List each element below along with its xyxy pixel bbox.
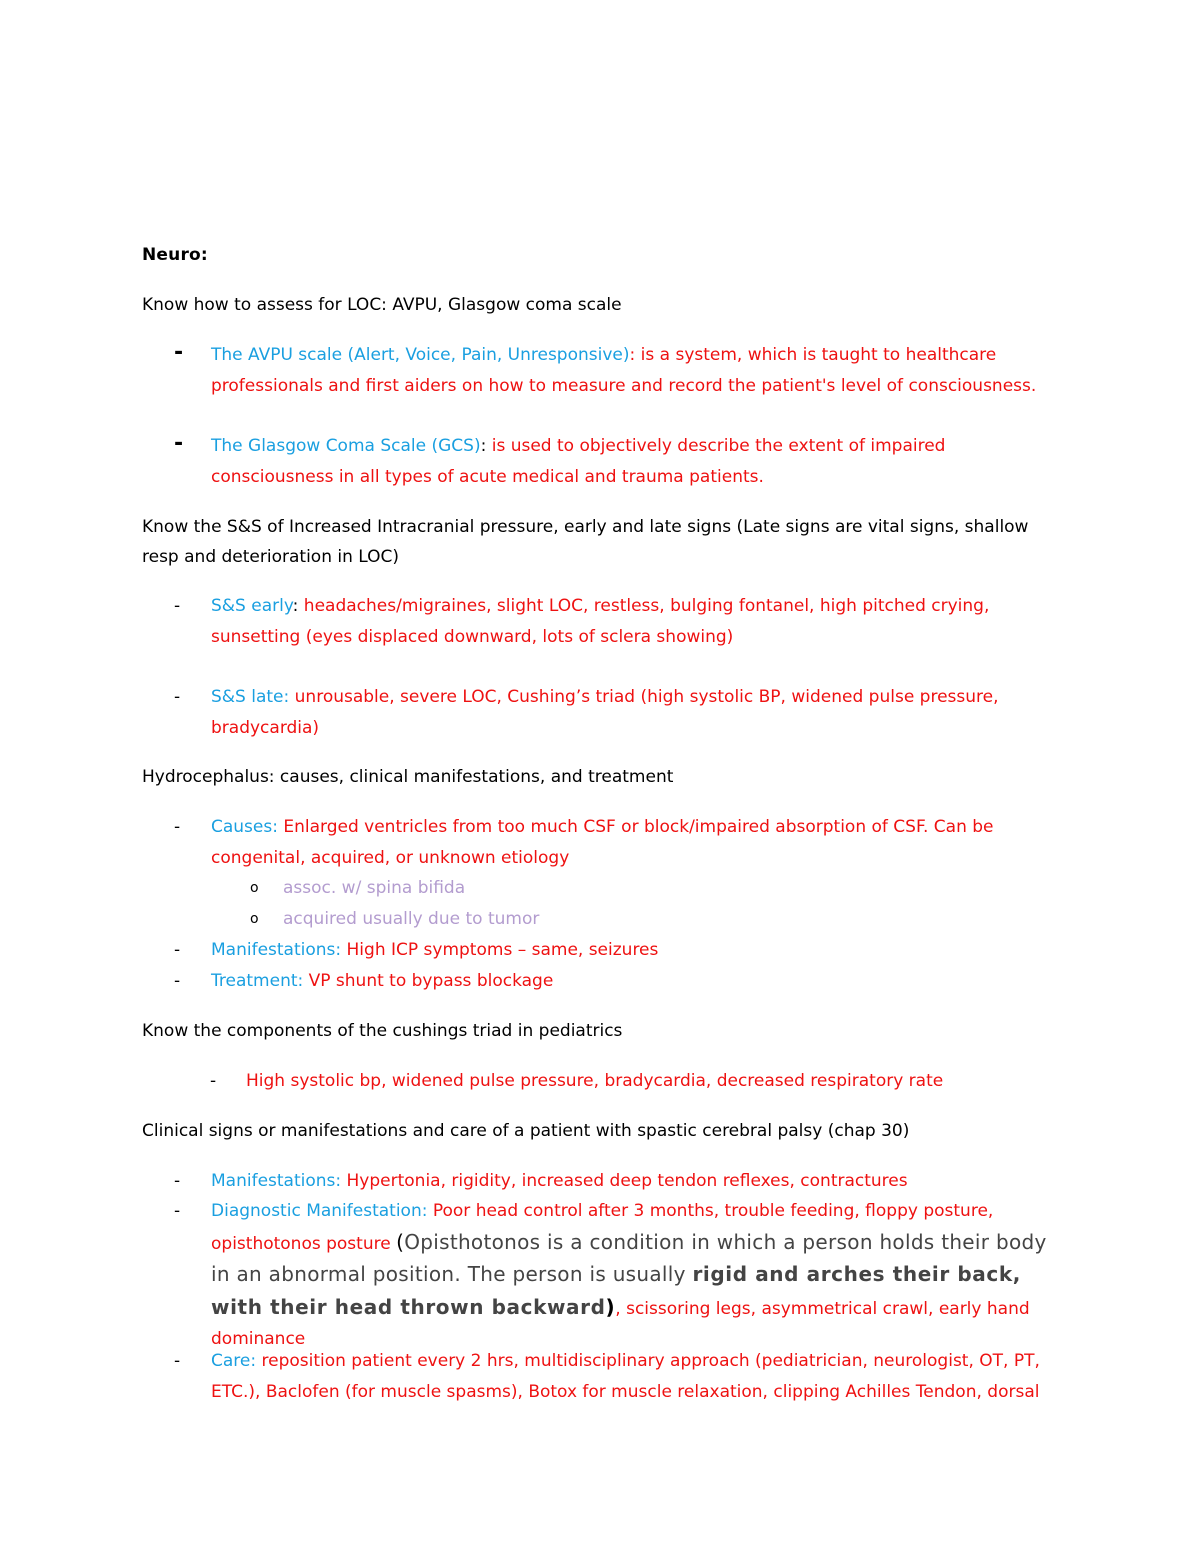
list-item xyxy=(142,966,1062,996)
definition-bold-text: rigid and arches their back, with their head thrown backward xyxy=(211,1262,1021,1319)
item-text: is a system, which is taught to healthcare professionals and first aiders on how to measure and record the patient's level of consciousness. xyxy=(211,345,1037,396)
item-label: Care: xyxy=(211,1351,257,1371)
item-label: Diagnostic Manifestation: xyxy=(211,1201,428,1221)
list-item-text xyxy=(211,935,1056,966)
item-text: High systolic bp, widened pulse pressure, bradycardia, decreased respiratory rate xyxy=(246,1071,944,1091)
list-bullet: - xyxy=(174,1201,181,1221)
section-heading-cushing: Know the components of the cushings triad in pediatrics xyxy=(142,1021,623,1041)
item-text: High ICP symptoms – same, seizures xyxy=(341,940,659,960)
item-label: Treatment: xyxy=(211,971,304,991)
list-item xyxy=(142,1196,1062,1349)
sub-list-item xyxy=(142,904,1062,934)
item-colon: : xyxy=(480,436,487,456)
list-bullet: - xyxy=(174,431,184,456)
item-text: Poor head control after 3 months, trouble feeding, floppy posture, opisthotonos posture xyxy=(211,1201,994,1254)
item-text: VP shunt to bypass blockage xyxy=(303,971,554,991)
section-heading-cerebral-palsy: Clinical signs or manifestations and care of a patient with spastic cerebral palsy (chap 30) xyxy=(142,1121,910,1141)
item-label: Causes: xyxy=(211,817,278,837)
list-bullet: - xyxy=(174,596,181,616)
item-colon: : xyxy=(292,596,299,616)
list-bullet: - xyxy=(174,1351,181,1371)
section-heading-icp: Know the S&S of Increased Intracranial pressure, early and late signs (Late signs are vital signs, shallow resp and deterioration in LOC) xyxy=(142,517,1029,567)
list-item-text xyxy=(211,431,1056,492)
item-label: The Glasgow Coma Scale (GCS) xyxy=(211,436,481,456)
paren-close: ) xyxy=(605,1294,616,1319)
list-item xyxy=(142,340,1062,402)
item-text: Hypertonia, rigidity, increased deep tendon reflexes, contractures xyxy=(341,1171,908,1191)
list-item xyxy=(142,682,1062,744)
list-item-text xyxy=(211,591,1056,652)
item-label: S&S late xyxy=(211,687,284,707)
list-item-text xyxy=(211,1346,1056,1407)
item-text: Enlarged ventricles from too much CSF or block/impaired absorption of CSF. Can be congenital, acquired, or unknown etiology xyxy=(211,817,994,868)
list-item xyxy=(142,812,1062,874)
list-item-text xyxy=(211,966,1056,997)
item-label: S&S early xyxy=(211,596,293,616)
list-bullet: - xyxy=(174,340,184,365)
item-text: headaches/migraines, slight LOC, restless, bulging fontanel, high pitched crying, sunsetting (eyes displaced downward, lots of sclera showing) xyxy=(211,596,990,647)
sub-item-text: assoc. w/ spina bifida xyxy=(283,878,466,898)
section-heading-hydrocephalus: Hydrocephalus: causes, clinical manifestations, and treatment xyxy=(142,767,674,787)
list-bullet: - xyxy=(174,687,181,707)
list-item xyxy=(142,1066,1062,1096)
list-bullet: - xyxy=(210,1071,217,1091)
list-bullet: - xyxy=(174,971,181,991)
list-item-text xyxy=(211,682,1056,743)
document-title: Neuro: xyxy=(142,245,208,265)
item-label: Manifestations: xyxy=(211,940,342,960)
item-colon: : xyxy=(629,345,636,365)
item-text: is used to objectively describe the extent of impaired consciousness in all types of acute medical and trauma patients. xyxy=(211,436,946,487)
list-item xyxy=(142,1166,1062,1196)
item-text: unrousable, severe LOC, Cushing’s triad (high systolic BP, widened pulse pressure, bradycardia) xyxy=(211,687,999,738)
list-item xyxy=(142,591,1062,653)
list-item-text xyxy=(211,1196,1056,1355)
list-item-text xyxy=(246,1066,1091,1097)
list-item-text xyxy=(211,340,1056,401)
list-bullet: - xyxy=(174,1171,181,1191)
item-label: Manifestations: xyxy=(211,1171,342,1191)
list-bullet: - xyxy=(174,817,181,837)
item-label: The AVPU scale (Alert, Voice, Pain, Unresponsive) xyxy=(211,345,630,365)
sub-bullet: o xyxy=(250,880,259,896)
list-item-text xyxy=(211,812,1056,873)
paren-open: ( xyxy=(396,1229,405,1254)
list-bullet: - xyxy=(174,940,181,960)
list-item-text xyxy=(211,1166,1056,1197)
list-item xyxy=(142,431,1062,493)
item-colon: : xyxy=(283,687,290,707)
item-text-continued: , scissoring legs, asymmetrical crawl, early hand dominance xyxy=(211,1298,1030,1349)
sub-item-text: acquired usually due to tumor xyxy=(283,909,540,929)
sub-list-item xyxy=(142,873,1062,903)
item-text: reposition patient every 2 hrs, multidisciplinary approach (pediatrician, neurologist, OT, PT, ETC.), Baclofen (for muscle spasms), Botox for muscle relaxation, clipping Achilles Tendon, dorsal xyxy=(211,1351,1040,1402)
definition-text: Opisthotonos is a condition in which a person holds their body in an abnormal position. The person is usually xyxy=(211,1229,1047,1286)
section-heading-loc: Know how to assess for LOC: AVPU, Glasgow coma scale xyxy=(142,295,622,315)
sub-bullet: o xyxy=(250,911,259,927)
list-item xyxy=(142,1346,1062,1408)
list-item xyxy=(142,935,1062,965)
